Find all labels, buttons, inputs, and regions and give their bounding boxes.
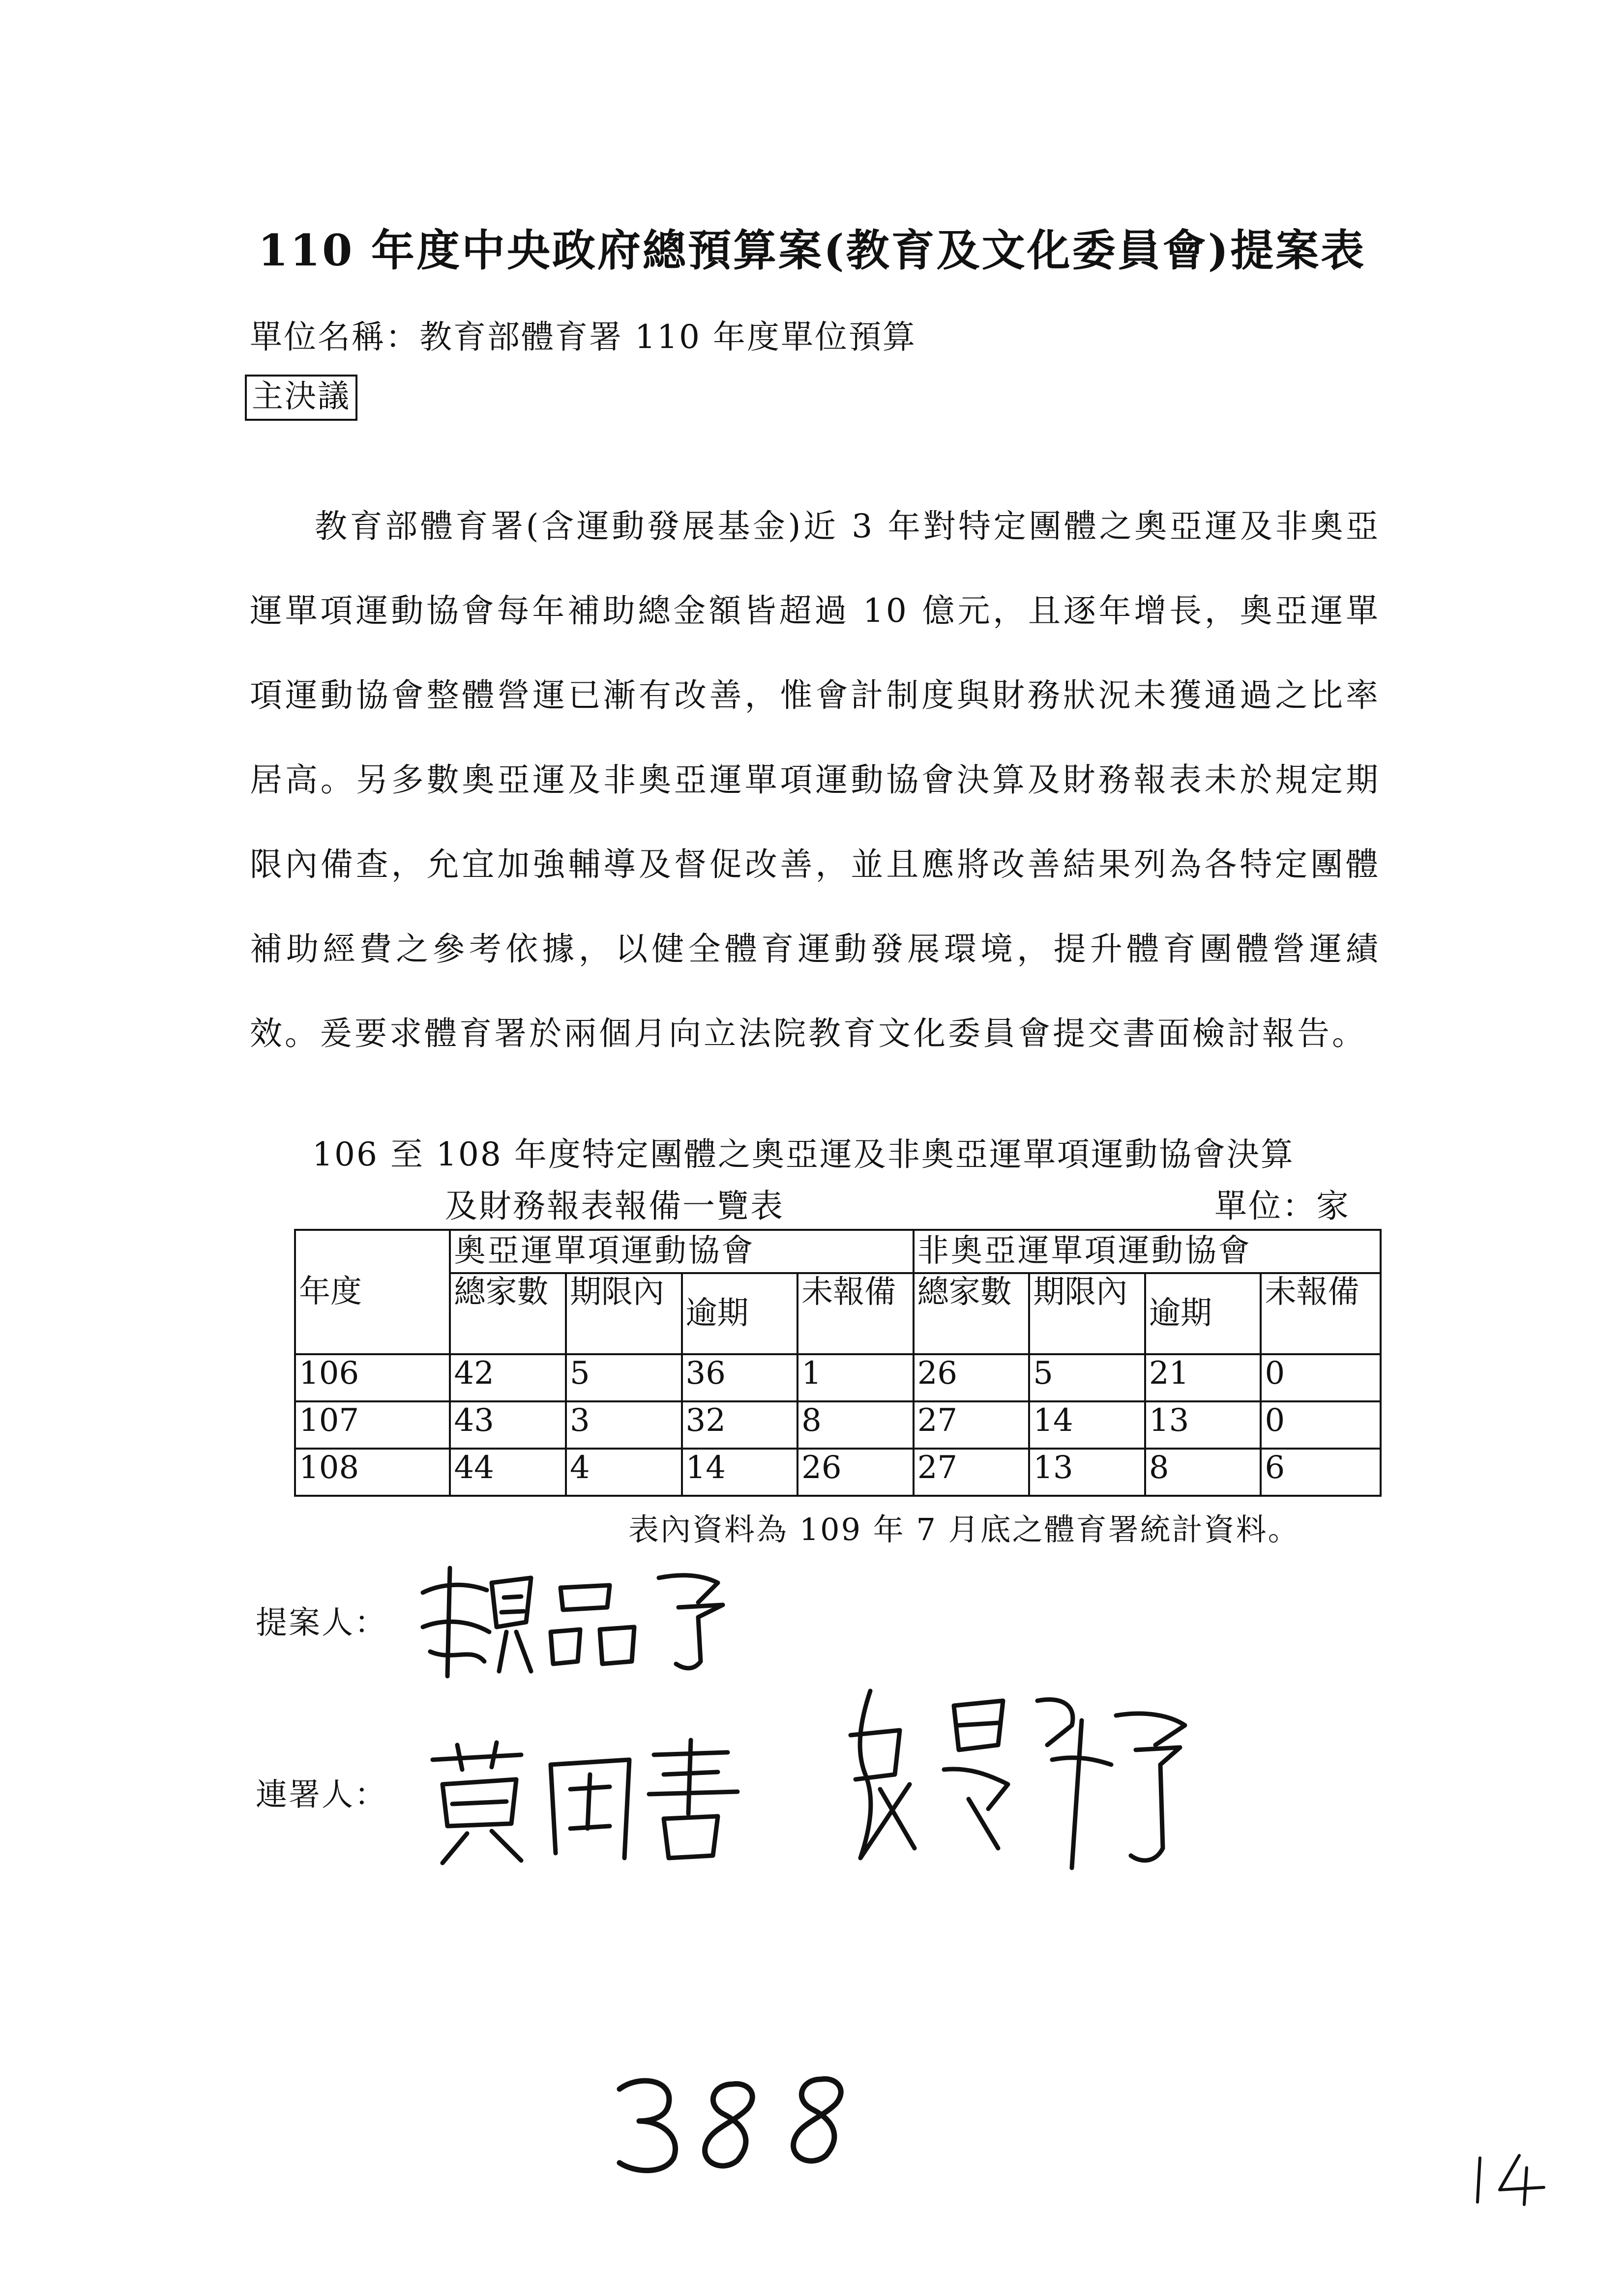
cell-olympic-total: 42 <box>450 1354 566 1401</box>
table-caption-line1: 106 至 108 年度特定團體之奧亞運及非奧亞運單項運動協會決算 <box>312 1135 1295 1173</box>
cell-olympic-within: 4 <box>566 1449 682 1496</box>
cell-non-olympic-unreported: 0 <box>1261 1354 1381 1401</box>
corner-number-handwritten <box>1465 2148 1564 2212</box>
cell-olympic-unreported: 8 <box>797 1401 914 1449</box>
resolution-body: 教育部體育署(含運動發展基金)近 3 年對特定團體之奧亞運及非奧亞運單項運動協會每年補助總金額皆超過 10 億元，且逐年增長，奧亞運單項運動協會整體營運已漸有改善，惟會計制度與財務狀況未獲通過之比率居高。另多數奧亞運及非奧亞運單項運動協會決算及財務報表未於規定期限內備查，允宜加強輔導及督促改善，並且應將改善結果列為各特定團體補助經費之參考依據，以健全體育運動發展環境，提升體育團體營運績效。爰要求體育署於兩個月向立法院教育文化委員會提交書面檢討報告。 <box>250 507 1381 1052</box>
cell-year: 107 <box>295 1401 450 1449</box>
cell-olympic-overdue: 14 <box>682 1449 798 1496</box>
cosigner-label: 連署人： <box>256 1777 387 1813</box>
cell-non-olympic-total: 26 <box>914 1354 1030 1401</box>
table-row <box>295 1354 1381 1401</box>
cell-olympic-total: 43 <box>450 1401 566 1449</box>
cell-non-olympic-total: 27 <box>914 1449 1030 1496</box>
header-olympic-within: 期限內 <box>566 1273 682 1354</box>
header-non-olympic-overdue: 逾期 <box>1145 1273 1261 1354</box>
cosigner-signature-1 <box>423 1730 767 1878</box>
document-title: 110 年度中央政府總預算案(教育及文化委員會)提案表 <box>258 225 1366 276</box>
table-row <box>295 1401 1381 1449</box>
cell-olympic-unreported: 26 <box>797 1449 914 1496</box>
cell-non-olympic-unreported: 0 <box>1261 1401 1381 1449</box>
header-olympic-total: 總家數 <box>450 1273 566 1354</box>
header-olympic-group: 奧亞運單項運動協會 <box>450 1230 913 1273</box>
header-olympic-overdue: 逾期 <box>682 1273 798 1354</box>
filing-status-table <box>294 1229 1382 1497</box>
cell-year: 108 <box>295 1449 450 1496</box>
cell-non-olympic-total: 27 <box>914 1401 1030 1449</box>
header-non-olympic-within: 期限內 <box>1029 1273 1145 1354</box>
cell-olympic-within: 3 <box>566 1401 682 1449</box>
cell-non-olympic-overdue: 8 <box>1145 1449 1261 1496</box>
cell-non-olympic-overdue: 13 <box>1145 1401 1261 1449</box>
cosigner-signature-2 <box>841 1661 1205 1888</box>
header-non-olympic-group: 非奧亞運單項運動協會 <box>914 1230 1381 1273</box>
table-unit-label: 單位：家 <box>1214 1187 1350 1225</box>
cell-olympic-within: 5 <box>566 1354 682 1401</box>
cell-olympic-overdue: 36 <box>682 1354 798 1401</box>
cell-non-olympic-within: 13 <box>1029 1449 1145 1496</box>
cell-non-olympic-unreported: 6 <box>1261 1449 1381 1496</box>
cell-non-olympic-overdue: 21 <box>1145 1354 1261 1401</box>
proposer-signature <box>403 1548 747 1696</box>
cell-year: 106 <box>295 1354 450 1401</box>
cell-olympic-unreported: 1 <box>797 1354 914 1401</box>
cell-non-olympic-within: 14 <box>1029 1401 1145 1449</box>
resolution-tag: 主決議 <box>245 375 357 421</box>
cell-non-olympic-within: 5 <box>1029 1354 1145 1401</box>
header-non-olympic-total: 總家數 <box>914 1273 1030 1354</box>
proposer-label: 提案人： <box>256 1605 387 1641</box>
header-olympic-unreported: 未報備 <box>797 1273 914 1354</box>
table-caption-line2: 及財務報表報備一覽表 <box>445 1187 784 1225</box>
unit-name: 單位名稱：教育部體育署 110 年度單位預算 <box>250 318 916 356</box>
table-row <box>295 1449 1381 1496</box>
header-non-olympic-unreported: 未報備 <box>1261 1273 1381 1354</box>
cell-olympic-overdue: 32 <box>682 1401 798 1449</box>
page-number-handwritten <box>600 2064 875 2178</box>
table-note: 表內資料為 109 年 7 月底之體育署統計資料。 <box>628 1511 1300 1547</box>
cell-olympic-total: 44 <box>450 1449 566 1496</box>
header-year: 年度 <box>295 1230 450 1354</box>
